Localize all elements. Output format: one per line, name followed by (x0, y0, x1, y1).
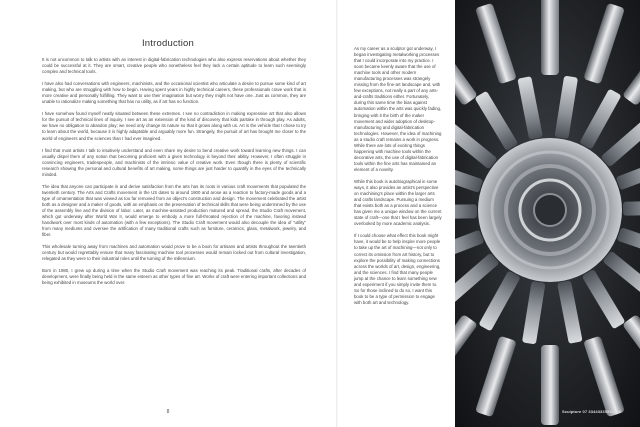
paragraph: While this book is autobiographical in some ways, it also provides an artist's perspective on machining's place within the larger arts and crafts landscape. Pursuing a medium that exists both as a process and a science has given me a unique window on the current state of craft—one that I feel has been largely overlooked by more academic analysis. (354, 178, 442, 227)
right-body-text (354, 46, 442, 312)
book-gutter (336, 0, 338, 427)
paragraph: I have also had conversations with engineers, machinists, and the occasional scientist who articulate a desire to pursue some kind of art making, but who are struggling with how to begin. Having spent years in highly technical careers, these professionals crave work that is more creative and personally fulfilling. They want to use their imagination but worry they might not have one. Just as common, they are unable to rationalize making something that has no utility, as if art has no function. (42, 81, 306, 105)
paragraph: I find that most artists I talk to intuitively understand and even share my desire to bend creative work toward learning new things. I can usually dispel them of any notion that becoming proficient with a given technology is beyond their ability. However, I often struggle in convincing engineers, tradespeople, and machinists of the intrinsic value of creative work. Even though there is plenty of scientific research showing the personal and cultural benefits of art making, some things are just harder to quantify in the eyes of the technically minded. (42, 147, 306, 177)
paragraph: As my career as a sculptor got underway, I began investigating metalworking processes that I could incorporate into my practice. I soon became keenly aware that the use of machine tools and other modern manufacturing processes was strangely missing from the fine-art landscape and, with few exceptions, not really a part of any arts-and-crafts traditions either. Fortunately, during this same time the bias against automation within the arts was quickly fading, bringing with it the birth of the maker movement and wider adoption of desktop-manufacturing and digital-fabrication technologies. However, the idea of machining as a studio craft remains a work in progress. While there are lots of exciting things happening with machine tools within the decorative arts, the use of digital-fabrication tools within the fine arts has maintained an element of a novelty. (354, 46, 442, 172)
paragraph: This wholesale turning away from machines and automation would prove to be a boon for artisans and artists throughout the twentieth century but would regrettably ensure that many fascinating machine tool processes would remain locked out from cultural investigation, relegated as they were to their industrial roles until the turning of the millennium. (42, 244, 306, 262)
paragraph: If I could choose what effect this book might have, it would be to help inspire more people to take up the art of machining—not only to correct its omission from art history, but to explore the possibility of making connections across the worlds of art, design, engineering, and the sciences. I find that many people jump at the chance to learn something new and experiment if you simply invite them to. So for those inclined to do so, I want this book to be a type of permission to engage with both art and technology. (354, 233, 441, 305)
paragraph: Born in 1980, I grew up during a time when the Studio Craft movement was reaching its peak. Traditional crafts, after decades of development, were finally being held in the same esteem as other types of fine art. Works of craft were entering important collections and being exhibited in museums the world over. (42, 268, 306, 286)
left-body-text (42, 57, 306, 293)
machined-sculpture-photo (455, 0, 640, 427)
page-number: 8 (166, 409, 170, 415)
page-title: Introduction (141, 38, 195, 49)
paragraph: I have somehow found myself neatly situated between these extremes. I see no contradiction in making expressive art that also allows for the pursuit of technical lines of inquiry. I see art as an extension of the kind of discovery that kids partake in through play. As adults, we have no obligation to abandon play; we need only change its nature so that it grows along with us. Art is the vehicle that I chose to try to learn about the world, because it is highly adaptable and arguably more fun. Strangely, the pursuit of art has brought me closer to the world of engineers and the sciences than I had ever imagined. (42, 111, 306, 141)
paragraph: It is not uncommon to talk to artists with an interest in digital-fabrication technologies who also express reservations about whether they could be successful at it. They are smart, creative people who nonetheless feel they lack a certain aptitude to learn such seemingly complex and technical tools. (42, 57, 306, 75)
photo-caption: Sculpture 07 33443335553989 (562, 409, 621, 414)
sculpture-illustration (455, 0, 640, 427)
paragraph: The idea that anyone can participate in and derive satisfaction from the arts has its roots in various craft movements that populated the twentieth century. The Arts and Crafts movement in the US dates to around 1900 and arose as a reaction to factory-made goods and a type of ornamentation that was viewed as too far removed from an object's construction and design. The movement celebrated the artist both as a designer and a maker of goods, with an emphasis on the preservation of technical skills that were being undermined by the use of the assembly line and the division of labor. Later, as machine-assisted production matured and spread, the Studio Craft movement, which got underway after World War II, would emerge to embody a more full-throated rejection of the machine, favoring instead handiwork over most kinds of automation (with a few exceptions). The Studio Craft movement would also decouple the idea of "utility" from many mediums and oversee the artification of many traditional crafts such as furniture, ceramics, glass, metalwork, jewelry, and fiber. (42, 183, 306, 238)
